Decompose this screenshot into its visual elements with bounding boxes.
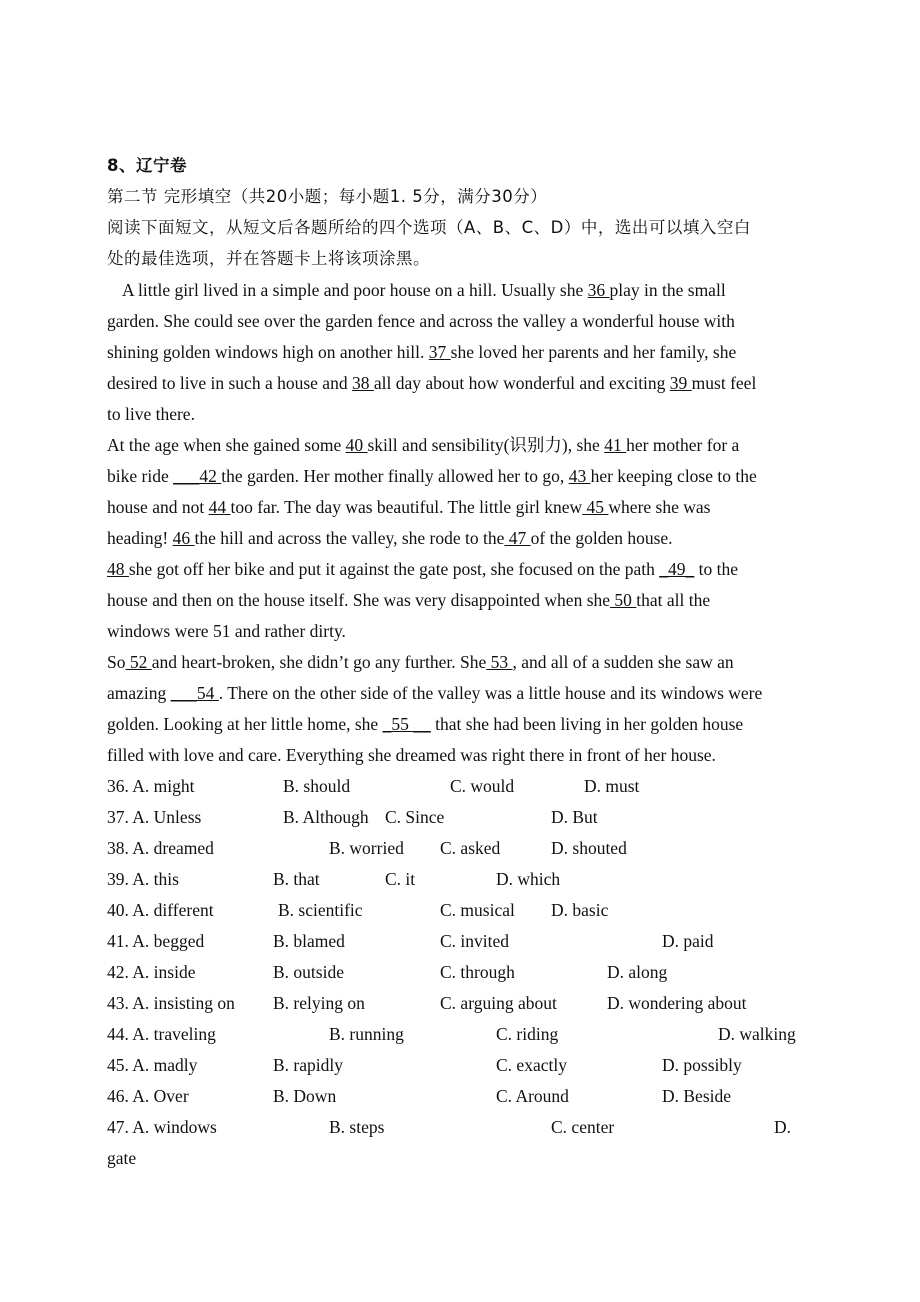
passage-line [107, 403, 195, 425]
passage-text: . There on the other side of the valley was a little house and its windows were [218, 683, 763, 703]
passage-text: to live there. [107, 404, 195, 424]
passage-text: play in the small [609, 280, 726, 300]
blank-36: 36 [587, 280, 610, 300]
blank-38: 38 [351, 373, 374, 393]
passage-text: A little girl lived in a simple and poor house on a hill. Usually she [122, 280, 588, 300]
passage-text: golden. Looking at her little home, she [107, 714, 383, 734]
option-b: B. Down [273, 1086, 337, 1106]
option-b: B. Although [283, 807, 369, 827]
option-c: C. riding [496, 1024, 559, 1044]
passage-text: to the [694, 559, 739, 579]
option-d: D. must [584, 776, 640, 796]
passage-text: all day about how wonderful and exciting [373, 373, 670, 393]
passage-line [107, 620, 346, 642]
option-b: B. outside [273, 962, 344, 982]
passage-text: too far. The day was beautiful. The little girl knew [230, 497, 583, 517]
option-d: D. basic [551, 900, 609, 920]
blank-47: 47 [504, 528, 531, 548]
option-a: 39. A. this [107, 869, 179, 889]
passage-text: bike ride [107, 466, 174, 486]
option-a: 42. A. inside [107, 962, 196, 982]
passage-line [107, 465, 757, 487]
passage-text: her mother for a [626, 435, 740, 455]
option-d: D. along [607, 962, 668, 982]
option-a: 37. A. Unless [107, 807, 202, 827]
option-b: B. rapidly [273, 1055, 343, 1075]
option-a: 38. A. dreamed [107, 838, 214, 858]
option-c: C. invited [440, 931, 510, 951]
blank-54: ___54 [170, 683, 219, 703]
passage-text: At the age when she gained some [107, 435, 346, 455]
passage-line [107, 527, 673, 549]
option-d: D. wondering about [607, 993, 747, 1013]
passage-text: desired to live in such a house and [107, 373, 352, 393]
blank-42: ___42 [173, 466, 222, 486]
passage-text: her keeping close to the [590, 466, 757, 486]
blank-49: _49_ [659, 559, 695, 579]
option-b: B. scientific [278, 900, 363, 920]
instruction-line-1: 阅读下面短文，从短文后各题所给的四个选项（A、B、C、D）中，选出可以填入空白 [107, 218, 751, 237]
passage-text: heading! [107, 528, 173, 548]
passage-line [107, 341, 736, 363]
passage-text: So [107, 652, 126, 672]
option-a: 40. A. different [107, 900, 214, 920]
passage-line [107, 589, 710, 611]
passage-text: amazing [107, 683, 171, 703]
blank-55: _55 __ [382, 714, 431, 734]
passage-text: she loved her parents and her family, she [450, 342, 737, 362]
blank-45: 45 [582, 497, 609, 517]
passage-text: must feel [691, 373, 757, 393]
passage-text: and heart-broken, she didn’t go any further. She [151, 652, 487, 672]
passage-text: skill and sensibility(识别力), she [367, 435, 605, 455]
option-b: B. that [273, 869, 320, 889]
option-b: B. worried [329, 838, 404, 858]
passage-text: where she was [608, 497, 711, 517]
passage-line [107, 713, 743, 735]
passage-text: the garden. Her mother finally allowed her to go, [221, 466, 569, 486]
option-d: D. [774, 1117, 792, 1137]
option-c: C. Since [385, 807, 445, 827]
passage-text: , and all of a sudden she saw an [512, 652, 734, 672]
option-b: B. blamed [273, 931, 345, 951]
passage-text: garden. She could see over the garden fence and across the valley a wonderful house with [107, 311, 735, 331]
option-d: D. walking [718, 1024, 796, 1044]
option-c: C. musical [440, 900, 515, 920]
passage-text: that all the [636, 590, 711, 610]
option-a: 36. A. might [107, 776, 195, 796]
blank-37: 37 [428, 342, 451, 362]
option-d: D. paid [662, 931, 714, 951]
blank-46: 46 [172, 528, 195, 548]
passage-text: house and not [107, 497, 209, 517]
option-c: C. exactly [496, 1055, 567, 1075]
passage-line [107, 434, 739, 456]
option-a: 47. A. windows [107, 1117, 217, 1137]
option-d: D. possibly [662, 1055, 742, 1075]
passage-line [107, 372, 756, 394]
option-c: C. asked [440, 838, 501, 858]
option-b: B. steps [329, 1117, 385, 1137]
passage-line [107, 310, 735, 332]
passage-text: that she had been living in her golden house [430, 714, 744, 734]
option-c: C. Around [496, 1086, 569, 1106]
passage-line [107, 682, 762, 704]
passage-text: house and then on the house itself. She was very disappointed when she [107, 590, 611, 610]
passage-text: she got off her bike and put it against the gate post, she focused on the path [128, 559, 660, 579]
option-b: B. running [329, 1024, 404, 1044]
passage-line [122, 279, 726, 301]
section-subtitle: 第二节 完形填空（共20小题；每小题1. 5分，满分30分） [107, 187, 548, 206]
passage-text: shining golden windows high on another hill. [107, 342, 429, 362]
passage-text: windows were 51 and rather dirty. [107, 621, 346, 641]
blank-41: 41 [604, 435, 627, 455]
passage-line [107, 744, 716, 766]
blank-40: 40 [345, 435, 368, 455]
option-a: 41. A. begged [107, 931, 205, 951]
passage-line [107, 558, 738, 580]
option-c: C. it [385, 869, 416, 889]
passage-text: the hill and across the valley, she rode to the [194, 528, 505, 548]
option-b: B. should [283, 776, 351, 796]
option-a: 46. A. Over [107, 1086, 189, 1106]
option-d: D. which [496, 869, 561, 889]
option-d: D. But [551, 807, 598, 827]
passage-text: of the golden house. [530, 528, 673, 548]
option-d: D. Beside [662, 1086, 732, 1106]
option-a: 43. A. insisting on [107, 993, 235, 1013]
blank-50: 50 [610, 590, 637, 610]
passage-line [107, 496, 710, 518]
option-c: C. through [440, 962, 515, 982]
option-d: D. shouted [551, 838, 627, 858]
option-a: 44. A. traveling [107, 1024, 216, 1044]
option-c: C. would [450, 776, 515, 796]
section-title: 8、辽宁卷 [107, 156, 187, 175]
blank-39: 39 [669, 373, 692, 393]
option-c: C. arguing about [440, 993, 557, 1013]
instruction-line-2: 处的最佳选项，并在答题卡上将该项涂黑。 [107, 249, 430, 268]
option-a: 45. A. madly [107, 1055, 198, 1075]
blank-48: 48 [107, 559, 129, 579]
blank-52: 52 [125, 652, 152, 672]
option-b: B. relying on [273, 993, 365, 1013]
blank-53: 53 [486, 652, 513, 672]
option-d-continued: gate [107, 1148, 137, 1168]
passage-line [107, 651, 734, 673]
blank-43: 43 [568, 466, 591, 486]
passage-text: filled with love and care. Everything she dreamed was right there in front of her house. [107, 745, 716, 765]
option-c: C. center [551, 1117, 615, 1137]
blank-44: 44 [208, 497, 231, 517]
